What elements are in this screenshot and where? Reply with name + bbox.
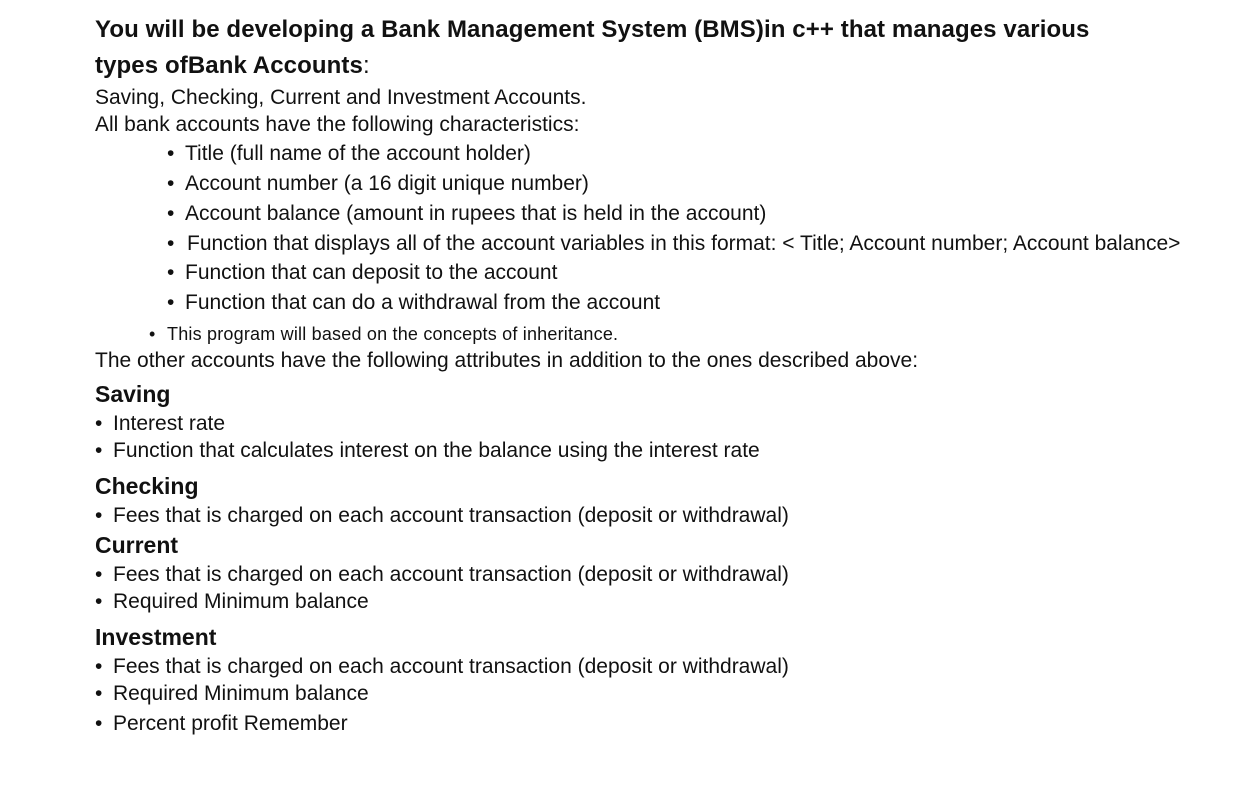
bullet: • xyxy=(95,504,103,527)
list-item: • Fees that is charged on each account transaction (deposit or withdrawal) xyxy=(95,504,789,527)
title-line-2: types ofBank Accounts xyxy=(95,52,363,79)
list-item: • Fees that is charged on each account transaction (deposit or withdrawal) xyxy=(95,563,789,586)
bullet: • xyxy=(95,563,103,586)
list-item: • Account balance (amount in rupees that is held in the account) xyxy=(167,199,1215,229)
bullet: • xyxy=(95,682,103,705)
other-accounts-intro: The other accounts have the following attributes in addition to the ones described above: xyxy=(95,349,919,372)
bullet: • xyxy=(95,439,103,462)
bullet: • xyxy=(95,655,103,678)
list-item: • Account number (a 16 digit unique number) xyxy=(167,169,1215,199)
list-item: • Function that displays all of the account variables in this format: < Title; Account number; Account balance> xyxy=(167,229,1215,258)
title-line-1: You will be developing a Bank Management System (BMS)in c++ that manages various xyxy=(95,16,1090,43)
section-heading-current: Current xyxy=(95,532,179,558)
saving-list xyxy=(95,410,1215,464)
characteristics-list xyxy=(167,139,1215,318)
bullet: • xyxy=(167,172,175,195)
current-list xyxy=(95,561,1215,615)
list-item: • Fees that is charged on each account transaction (deposit or withdrawal) xyxy=(95,655,789,678)
bullet: • xyxy=(95,712,103,735)
inheritance-note: • This program will based on the concepts of inheritance. xyxy=(149,321,1215,347)
list-item: • Interest rate xyxy=(95,412,226,435)
list-item: • Percent profit Remember xyxy=(95,712,348,735)
bullet: • xyxy=(167,261,175,284)
page-title xyxy=(95,12,1215,84)
title-colon: : xyxy=(362,52,370,79)
section-heading-saving: Saving xyxy=(95,381,171,407)
list-item: • Title (full name of the account holder) xyxy=(167,139,1215,169)
bullet: • xyxy=(167,232,175,255)
checking-list xyxy=(95,502,1215,529)
bullet: • xyxy=(95,590,103,613)
list-item: • Function that can deposit to the account xyxy=(167,258,1215,288)
investment-list xyxy=(95,653,1215,737)
bullet: • xyxy=(95,412,103,435)
section-heading-checking: Checking xyxy=(95,473,199,499)
list-item: • Function that can do a withdrawal from the account xyxy=(167,288,1215,318)
bullet: • xyxy=(149,324,156,344)
bullet: • xyxy=(167,291,175,314)
intro-account-types: Saving, Checking, Current and Investment Accounts. xyxy=(95,86,587,109)
bullet: • xyxy=(167,202,175,225)
bullet: • xyxy=(167,142,175,165)
list-item: • Required Minimum balance xyxy=(95,590,369,613)
list-item: • Function that calculates interest on the balance using the interest rate xyxy=(95,439,760,462)
intro-characteristics: All bank accounts have the following characteristics: xyxy=(95,113,580,136)
document-body xyxy=(95,12,1215,737)
list-item: • Required Minimum balance xyxy=(95,682,369,705)
section-heading-investment: Investment xyxy=(95,624,217,650)
